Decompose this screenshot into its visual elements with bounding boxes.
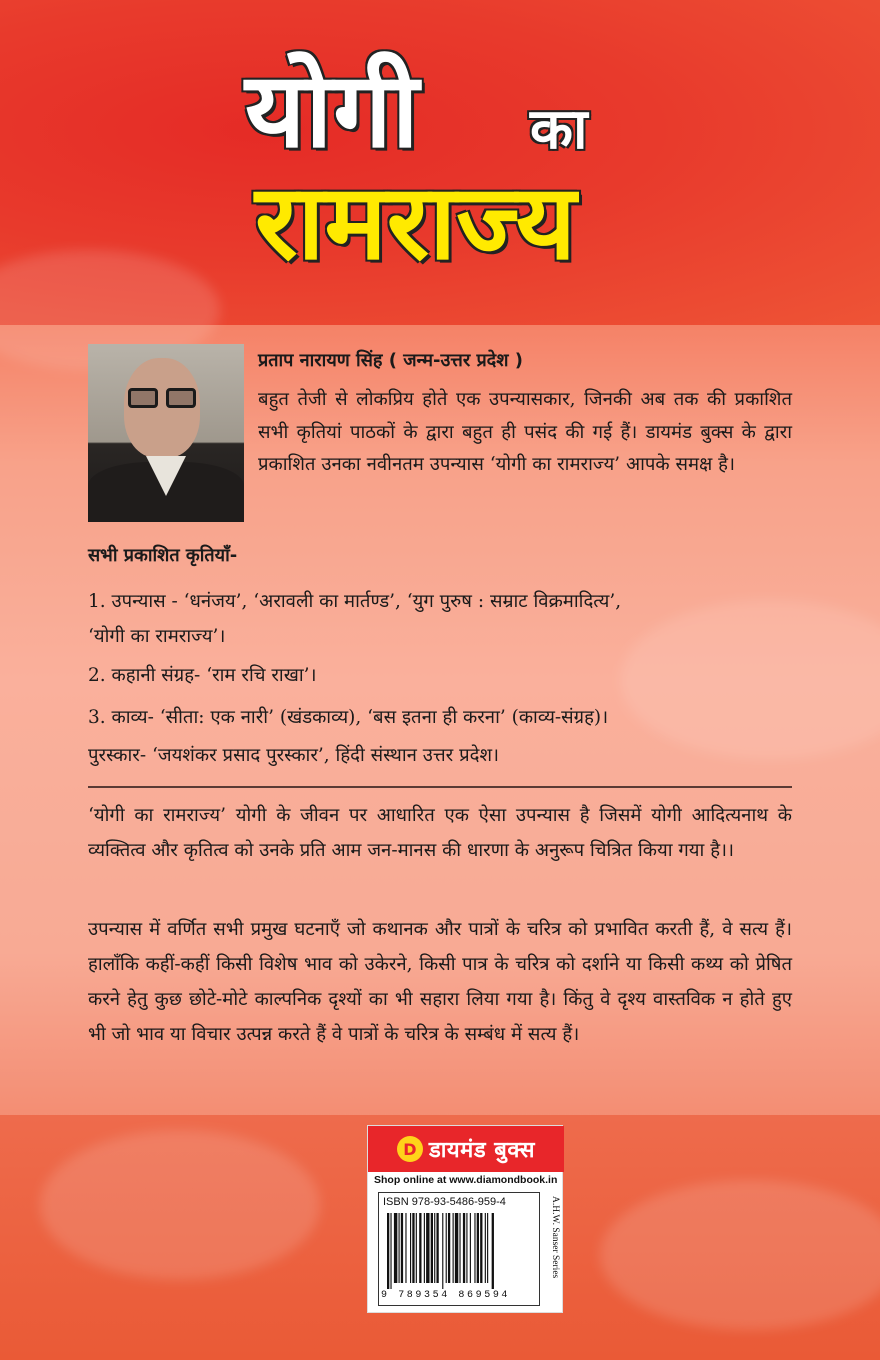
cloud-decoration (40, 1130, 320, 1280)
barcode-digits: 9 789354 869594 (381, 1290, 511, 1301)
divider (88, 786, 792, 788)
barcode-bar (463, 1213, 465, 1283)
barcode-bar (399, 1213, 400, 1283)
barcode-bar (455, 1213, 458, 1283)
work-item: 2. कहानी संग्रह- ‘राम रचि राखा’। (88, 665, 317, 686)
barcode-bar (442, 1213, 443, 1289)
shop-online-text: Shop online at www.diamondbook.in (374, 1174, 558, 1186)
barcode-bar (487, 1213, 488, 1283)
cloud-decoration (600, 1180, 880, 1330)
barcode-bar (492, 1213, 494, 1289)
work-item: 1. उपन्यास - ‘धनंजय’, ‘अरावली का मार्तण्ड’, ‘युग पुरुष : सम्राट विक्रमादित्य’, (88, 591, 622, 612)
barcode-bar (485, 1213, 486, 1283)
author-name: प्रताप नारायण सिंह ( जन्म-उत्तर प्रदेश ) (258, 350, 523, 371)
barcode-bar (434, 1213, 435, 1283)
barcode-bar (448, 1213, 450, 1283)
barcode-bar (446, 1213, 447, 1283)
barcode-bar (410, 1213, 411, 1283)
barcode-bar (474, 1213, 475, 1283)
publisher-block (367, 1125, 563, 1313)
barcode-bar (436, 1213, 438, 1283)
barcode-bar (419, 1213, 421, 1283)
barcode-bar (453, 1213, 454, 1283)
works-heading: सभी प्रकाशित कृतियाँ- (88, 545, 238, 566)
author-bio: बहुत तेजी से लोकप्रिय होते एक उपन्यासकार, जिनकी अब तक की प्रकाशित सभी कृतियां पाठकों के द्वारा बहुत ही पसंद की गई हैं। डायमंड बुक्स के द्वारा प्रकाशित उनका नवीनतम उपन्यास ‘योगी का रामराज्य’ आपके समक्ष है। (258, 389, 792, 475)
description-para-2: उपन्यास में वर्णित सभी प्रमुख घटनाएँ जो कथानक और पात्रों के चरित्र को प्रभावित करती हैं, वे सत्य हैं। हालाँकि कहीं-कहीं किसी विशेष भाव को उकेरने, किसी पात्र के चरित्र को दर्शाने या किसी कथ्य को प्रेषित करने हेतु कुछ छोटे-मोटे काल्पनिक दृश्यों का भी सहारा लिया गया है। किंतु वे दृश्य वास्तविक न होते हुए भी जो भाव या विचार उत्पन्न करते हैं वे पात्रों के चरित्र के सम्बंध में सत्य हैं। (88, 919, 792, 1045)
barcode-bar (401, 1213, 403, 1283)
barcode-bar (387, 1213, 389, 1289)
barcode-bar (470, 1213, 471, 1283)
author-photo (88, 344, 244, 522)
description-para-1: ‘योगी का रामराज्य’ योगी के जीवन पर आधारित एक ऐसा उपन्यास है जिसमें योगी आदित्यनाथ के व्यक्तित्व और कृतित्व को उनके प्रति आम जन-मानस की धारणा के अनुरूप चित्रित किया गया है।। (88, 805, 792, 861)
work-item: ‘योगी का रामराज्य’। (88, 626, 226, 647)
publisher-name: डायमंड बुक्स (428, 1138, 536, 1163)
barcode-bar (431, 1213, 433, 1283)
title-ka: का (530, 97, 588, 162)
barcode-bar (405, 1213, 406, 1283)
work-item: 3. काव्य- ‘सीता: एक नारी’ (खंडकाव्य), ‘बस इतना ही करना’ (काव्य-संग्रह)। (88, 707, 609, 728)
barcode (378, 1192, 540, 1306)
barcode-bar (394, 1213, 397, 1283)
barcode-bar (412, 1213, 414, 1283)
isbn-text: ISBN 978-93-5486-959-4 (383, 1196, 506, 1208)
barcode-bar (477, 1213, 479, 1283)
title-ramrajya: रामराज्य (255, 161, 576, 283)
diamond-logo-icon: D (397, 1136, 423, 1162)
barcode-bar (480, 1213, 482, 1283)
barcode-bar (459, 1213, 460, 1283)
barcode-bar (390, 1213, 391, 1289)
barcode-bar (426, 1213, 429, 1283)
award-item: पुरस्कार- ‘जयशंकर प्रसाद पुरस्कार’, हिंदी संस्थान उत्तर प्रदेश। (88, 745, 500, 766)
barcode-bar (416, 1213, 417, 1283)
publisher-logo (368, 1126, 564, 1172)
barcode-bar (424, 1213, 425, 1283)
barcode-bars (385, 1213, 535, 1289)
title-yogi: योगी (245, 49, 420, 171)
barcode-bar (466, 1213, 467, 1283)
series-text: A.H.W. Sanser Series (550, 1196, 560, 1279)
